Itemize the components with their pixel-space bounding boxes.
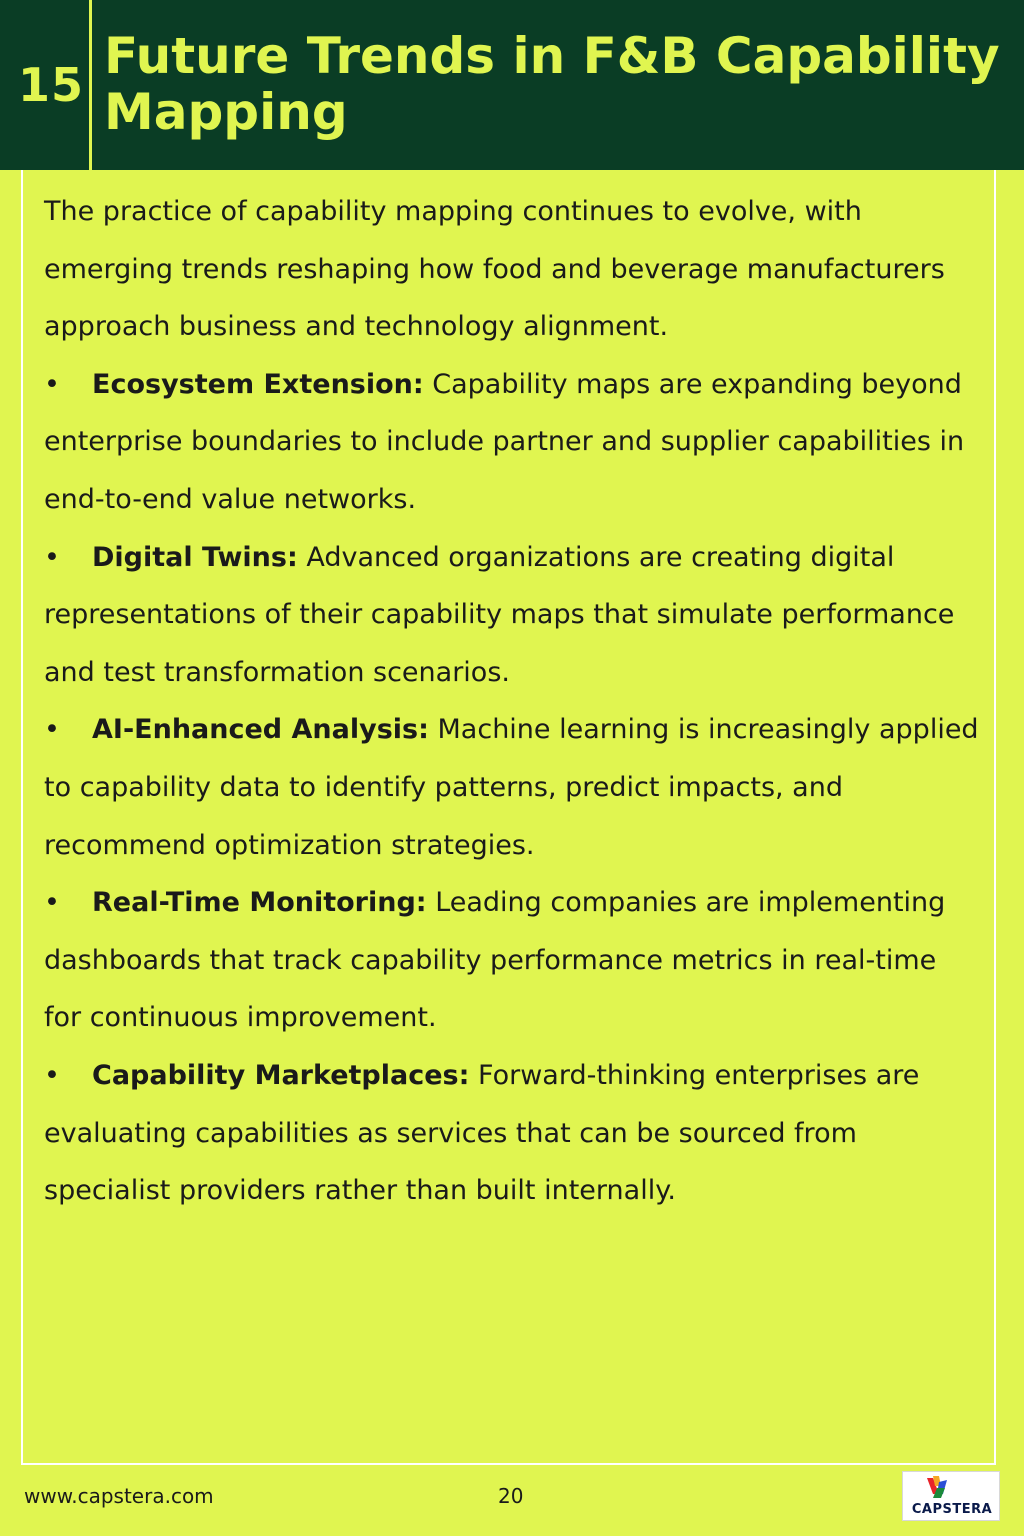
bullet-item-ai-enhanced-analysis	[44, 701, 979, 874]
bullet-text: Forward-thinking enterprises are evaluating capabilities as services that can be sourced from specialist providers rather than built internally.	[44, 1059, 920, 1207]
bullet-icon: •	[44, 887, 60, 919]
bullet-icon: •	[44, 541, 60, 573]
capstera-logo-icon	[903, 1472, 1001, 1504]
logo-wordmark: CAPSTERA	[911, 1502, 993, 1517]
header-divider	[89, 0, 92, 170]
bullet-text: Machine learning is increasingly applied to capability data to identify patterns, predict impacts, and recommend optimization strategies.	[44, 714, 979, 861]
bullet-heading: Real-Time Monitoring:	[92, 887, 427, 919]
bullet-icon: •	[44, 1059, 60, 1091]
bullet-heading: Ecosystem Extension:	[92, 368, 424, 400]
intro-paragraph: The practice of capability mapping continues to evolve, with emerging trends reshaping how food and beverage manufacturers approach business and technology alignment.	[44, 196, 945, 343]
bullet-text: Leading companies are implementing dashboards that track capability performance metrics in real-time for continuous improvement.	[44, 887, 946, 1034]
page-header	[0, 0, 1024, 170]
bullet-icon: •	[44, 714, 60, 746]
body-content	[44, 183, 979, 1220]
bullet-item-digital-twins	[44, 529, 979, 702]
bullet-item-real-time-monitoring	[44, 874, 979, 1047]
bullet-text: Capability maps are expanding beyond enterprise boundaries to include partner and supplier capabilities in end-to-end value networks.	[44, 368, 965, 515]
capstera-logo	[902, 1471, 1000, 1521]
bullet-heading: Digital Twins:	[92, 541, 298, 573]
bullet-heading: AI-Enhanced Analysis:	[92, 714, 429, 746]
page-number: 20	[498, 1484, 524, 1508]
bullet-heading: Capability Marketplaces:	[92, 1059, 470, 1091]
bullet-item-capability-marketplaces	[44, 1047, 979, 1220]
bullet-item-ecosystem-extension	[44, 356, 979, 529]
section-number: 15	[18, 58, 85, 112]
bullet-icon: •	[44, 368, 60, 400]
page-title: Future Trends in F&B Capability Mapping	[104, 27, 1000, 141]
bullet-text: Advanced organizations are creating digital representations of their capability maps that simulate performance and test transformation scenarios.	[44, 541, 955, 688]
footer-website-link[interactable]: www.capstera.com	[24, 1484, 214, 1508]
